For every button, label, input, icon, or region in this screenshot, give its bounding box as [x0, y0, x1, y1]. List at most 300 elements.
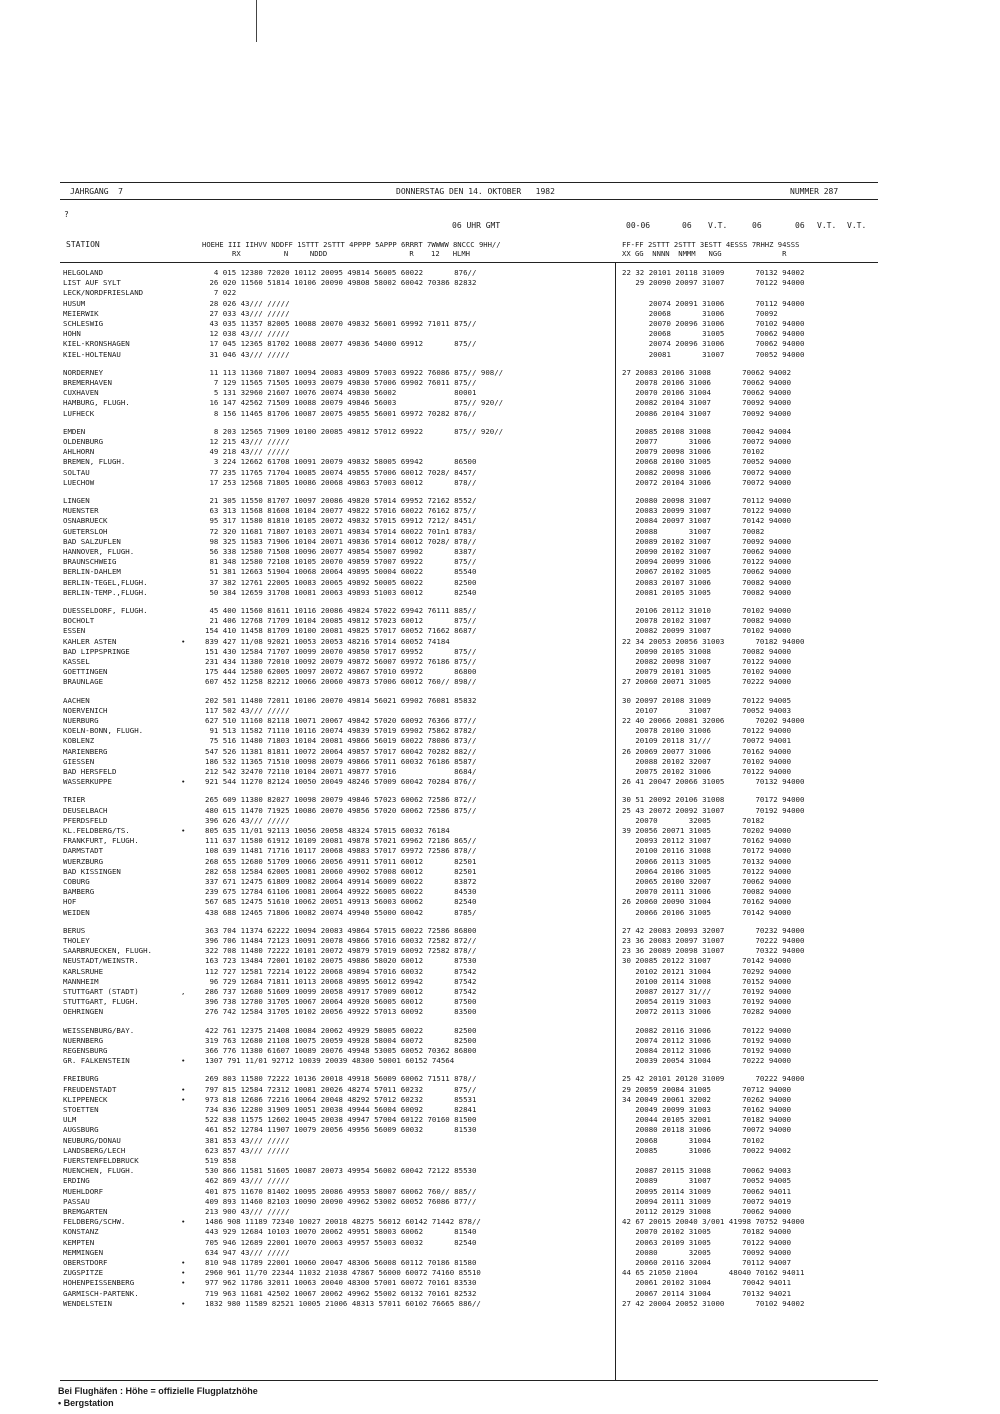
station-name: BAD HERSFELD: [63, 767, 117, 776]
mountain-station-marker: •: [181, 1217, 186, 1227]
extra-code-groups: 20084 20112 31006 70192 94000: [622, 1046, 792, 1055]
table-bottom-rule: [60, 1380, 878, 1381]
codes-heading-1: HOEHE III IIHVV NDDFF 1STTT 2STTT 4PPPP 5APPP 6RRRT 7WWWW 8NCCC 9HH//: [202, 240, 501, 249]
synop-code-groups: 623 857 43/// /////: [205, 1145, 290, 1155]
station-name: NEUBURG/DONAU: [63, 1135, 121, 1145]
synop-code-groups: 31 046 43/// /////: [205, 349, 290, 359]
extra-code-groups: 20078 20100 31006 70122 94000: [622, 726, 792, 736]
station-name: WEIDEN: [63, 907, 90, 917]
extra-code-groups: 20044 20105 32001 70182 94000: [622, 1115, 792, 1125]
station-name: BERLIN-TEMP.,FLUGH.: [63, 587, 148, 597]
extra-code-groups: 20100 20114 31008 70152 94000: [622, 976, 792, 986]
synop-code-groups: 108 639 11481 71716 10117 20068 49883 57017 69972 72586 878//: [205, 846, 477, 856]
station-name: FRANKFURT, FLUGH.: [63, 836, 139, 846]
synop-code-groups: 37 382 12761 22005 10083 20065 49892 50005 60022 82500: [205, 577, 477, 587]
extra-code-groups: 20068 31005 70062 94000: [622, 329, 805, 339]
extra-code-groups: 39 20056 20071 31005 70202 94000: [622, 826, 792, 835]
station-name: GOETTINGEN: [63, 667, 108, 677]
station-name: ERDING: [63, 1176, 90, 1186]
extra-code-groups: 20083 20099 31007 70122 94000: [622, 506, 792, 516]
extra-code-groups: 20094 20099 31006 70122 94000: [622, 557, 792, 567]
synop-code-groups: 276 742 12584 31705 10102 20056 49922 57013 60092 83500: [205, 1007, 477, 1017]
station-name: AACHEN: [63, 695, 90, 705]
station-name: AHLHORN: [63, 447, 95, 457]
synop-code-groups: 396 706 11484 72123 10091 20078 49866 57016 60032 72582 872//: [205, 936, 477, 945]
extra-code-groups: 20089 20102 31007 70092 94000: [622, 536, 792, 546]
synop-code-groups: 409 893 11460 82103 10090 20090 49962 53002 60052 76086 877//: [205, 1196, 477, 1206]
station-name: NORDERNEY: [63, 367, 104, 377]
station-name: NEUSTADT/WEINSTR.: [63, 956, 139, 966]
station-name: THOLEY: [63, 936, 90, 945]
extra-code-groups: 26 20060 20090 31004 70162 94000: [622, 897, 792, 907]
station-name: KAHLER ASTEN: [63, 636, 117, 646]
station-name: BREMERHAVEN: [63, 378, 112, 387]
extra-code-groups: 20067 20102 31005 70062 94000: [622, 567, 792, 577]
extra-code-groups: 26 41 20047 20066 31005 70132 94000: [622, 777, 805, 787]
station-name: STUTTGART (STADT): [63, 987, 139, 996]
station-name: SCHLESWIG: [63, 319, 104, 328]
mountain-station-marker: •: [181, 1084, 186, 1094]
synop-code-groups: 438 688 12465 71806 10082 20074 49940 55000 60042 8785/: [205, 907, 477, 917]
synop-code-groups: 2960 961 11/70 22344 11032 21038 47867 56000 60072 74160 85510: [205, 1268, 481, 1278]
extra-code-groups: 20078 20106 31006 70062 94000: [622, 378, 792, 387]
station-name: KLIPPENECK: [63, 1094, 108, 1104]
synop-code-groups: 286 737 12680 51609 10099 20058 49917 57009 60012 87542: [205, 987, 477, 996]
synop-code-groups: 63 313 11568 81608 10104 20077 49822 57016 60022 76162 875//: [205, 506, 477, 516]
extra-code-groups: 20085 31006 70022 94002: [622, 1145, 792, 1155]
extra-code-groups: 30 20085 20122 31007 70142 94000: [622, 956, 792, 966]
synop-code-groups: 396 738 12780 31705 10067 20064 49920 56005 60012 87500: [205, 997, 477, 1007]
mountain-station-marker: •: [181, 1298, 186, 1308]
extra-code-groups: 20054 20119 31003 70192 94000: [622, 997, 792, 1007]
synop-code-groups: 17 045 12365 81702 10088 20077 49836 54000 69912 875//: [205, 339, 477, 349]
extra-code-groups: 23 36 20083 20097 31007 70222 94000: [622, 936, 805, 945]
station-name: WEISSENBURG/BAY.: [63, 1025, 135, 1035]
footnote-airports: Bei Flughäfen : Höhe = offizielle Flugplatzhöhe: [58, 1386, 258, 1396]
station-name: GR. FALKENSTEIN: [63, 1056, 130, 1066]
synop-code-groups: 268 655 12680 51709 10066 20056 49911 57011 60012 82501: [205, 856, 477, 866]
extra-code-groups: 20082 20098 31006 70072 94000: [622, 467, 792, 477]
synop-code-groups: 56 338 12580 71508 10096 20077 49854 55007 69902 8387/: [205, 547, 477, 556]
station-name: NUERBURG: [63, 716, 99, 725]
time-right-d: 06: [795, 221, 805, 230]
extra-code-groups: 20086 20104 31007 70092 94000: [622, 408, 792, 418]
station-name: BOCHOLT: [63, 616, 95, 626]
mountain-station-marker: ,: [181, 987, 186, 996]
station-name: KOBLENZ: [63, 736, 95, 746]
synop-code-groups: 3 224 12662 61708 10091 20079 49832 58005 69942 86500: [205, 457, 477, 467]
station-name: MANNHEIM: [63, 976, 99, 986]
station-name: COBURG: [63, 877, 90, 886]
extra-code-groups: 20088 31007 70082: [622, 526, 765, 536]
station-name: OSNABRUECK: [63, 516, 108, 526]
mountain-station-marker: •: [181, 1268, 186, 1278]
synop-code-groups: 43 035 11357 82005 10088 20070 49832 56001 69992 71011 875//: [205, 319, 477, 328]
station-name: BERLIN-TEGEL,FLUGH.: [63, 577, 148, 587]
synop-code-groups: 151 430 12584 71707 10099 20070 49850 57017 69952 875//: [205, 646, 477, 656]
extra-code-groups: 20090 20102 31007 70062 94000: [622, 547, 792, 556]
extra-code-groups: 20089 31007 70052 94005: [622, 1176, 792, 1186]
station-name: HUSUM: [63, 298, 86, 308]
station-name: OEHRINGEN: [63, 1007, 104, 1017]
top-rule: [60, 182, 878, 183]
station-name: BREMEN, FLUGH.: [63, 457, 126, 467]
right-heading-1: FF-FF 2STTT 2STTT 3ESTT 4ESSS 7RHHZ 94SSS: [622, 240, 800, 249]
station-name: BERLIN-DAHLEM: [63, 567, 121, 577]
synop-code-groups: 117 502 43/// /////: [205, 705, 290, 715]
extra-code-groups: 20070 20111 31006 70082 94000: [622, 887, 792, 897]
station-name: CUXHAVEN: [63, 388, 99, 398]
extra-code-groups: 20072 20104 31006 70072 94000: [622, 477, 792, 487]
station-name: GIESSEN: [63, 756, 95, 766]
synop-code-groups: 212 542 32470 72110 10104 20071 49877 57016 8684/: [205, 767, 477, 776]
extra-code-groups: 26 20069 20077 31006 70162 94000: [622, 746, 792, 756]
extra-code-groups: 29 20059 20084 31005 70712 94000: [622, 1084, 792, 1094]
synop-code-groups: 28 026 43/// /////: [205, 298, 290, 308]
synop-code-groups: 17 253 12568 71805 10086 20068 49863 57003 60012 878//: [205, 477, 477, 487]
issue-number: NUMMER 287: [790, 187, 839, 196]
station-name: FREIBURG: [63, 1074, 99, 1084]
mountain-station-marker: •: [181, 1094, 186, 1104]
station-name: HOF: [63, 897, 77, 907]
extra-code-groups: 20102 20121 31004 70292 94000: [622, 966, 792, 976]
extra-code-groups: 20066 20106 31005 70142 94000: [622, 907, 792, 917]
station-name: HOHENPEISSENBERG: [63, 1278, 135, 1288]
synop-code-groups: 567 685 12475 51610 10062 20051 49913 56003 60062 82540: [205, 897, 477, 907]
right-heading-2: XX GG NNNN NMMM NGG R: [622, 249, 787, 258]
synop-code-groups: 231 434 11380 72010 10092 20079 49872 56007 69972 76186 875//: [205, 657, 477, 666]
extra-code-groups: 20049 20099 31003 70162 94000: [622, 1105, 792, 1114]
station-name: NUERNBERG: [63, 1035, 104, 1045]
synop-code-groups: 213 900 43/// /////: [205, 1207, 290, 1216]
station-name: GUETERSLOH: [63, 526, 108, 536]
extra-code-groups: 20107 31007 70052 94003: [622, 705, 792, 715]
column-divider: [615, 262, 616, 1380]
mountain-station-marker: •: [181, 1278, 186, 1288]
synop-code-groups: 1307 791 11/01 92712 10039 20039 48300 50001 60152 74564: [205, 1056, 455, 1066]
station-name: ESSEN: [63, 626, 86, 636]
table-top-rule: [60, 262, 878, 263]
extra-code-groups: 20100 20116 31008 70172 94000: [622, 846, 792, 856]
station-name: KARLSRUHE: [63, 966, 104, 976]
station-name: HANNOVER, FLUGH.: [63, 547, 135, 556]
station-name: FUERSTENFELDBRUCK: [63, 1156, 139, 1165]
synop-code-groups: 163 723 13484 72001 10102 20075 49886 58020 60012 87530: [205, 956, 477, 966]
station-name: PASSAU: [63, 1196, 90, 1206]
station-name: LINGEN: [63, 496, 90, 505]
synop-code-groups: 839 427 11/08 92021 10053 20053 48216 57014 60052 74184: [205, 636, 450, 646]
station-name: FELDBERG/SCHW.: [63, 1217, 126, 1227]
synop-code-groups: 154 410 11458 81709 10100 20081 49825 57017 60052 71662 8687/: [205, 626, 477, 636]
extra-code-groups: 20094 20111 31009 70072 94019: [622, 1196, 792, 1206]
extra-code-groups: 20061 20102 31004 70042 94011: [622, 1278, 792, 1288]
date-label: DONNERSTAG DEN 14. OKTOBER 1982: [396, 187, 555, 196]
extra-code-groups: 20084 20097 31007 70142 94000: [622, 516, 792, 526]
synop-code-groups: 461 852 12784 11907 10079 20056 49956 56009 60032 81530: [205, 1125, 477, 1135]
station-name: BRAUNSCHWEIG: [63, 557, 117, 567]
station-name: BAMBERG: [63, 887, 95, 897]
synop-code-groups: 921 544 11270 82124 10050 20049 48246 57009 60042 70284 876//: [205, 777, 477, 787]
extra-code-groups: 20068 31004 70102: [622, 1135, 765, 1145]
station-name: HOHN: [63, 329, 81, 339]
time-left-heading: 06 UHR GMT: [452, 221, 501, 230]
station-name: SAARBRUECKEN, FLUGH.: [63, 946, 152, 956]
station-name: WUERZBURG: [63, 856, 104, 866]
extra-code-groups: 22 34 20053 20056 31003 70182 94000: [622, 636, 805, 646]
extra-code-groups: 20095 20114 31009 70062 94011: [622, 1186, 792, 1196]
station-name: MEMMINGEN: [63, 1247, 104, 1257]
synop-code-groups: 4 015 12380 72020 10112 20095 49814 56005 60022 876//: [205, 268, 477, 277]
extra-code-groups: 20079 20098 31006 70102: [622, 447, 765, 457]
extra-code-groups: 20112 20129 31008 70062 94000: [622, 1207, 792, 1216]
station-name: KASSEL: [63, 657, 90, 666]
extra-code-groups: 20083 20107 31006 70082 94000: [622, 577, 792, 587]
synop-code-groups: 16 147 42562 71509 10088 20079 49846 56003 875// 920//: [205, 398, 504, 408]
page-mark: ?: [64, 210, 69, 219]
synop-code-groups: 81 348 12580 72108 10105 20070 49859 57007 69922 875//: [205, 557, 477, 567]
synop-code-groups: 112 727 12581 72214 10122 20068 49894 57016 60032 87542: [205, 966, 477, 976]
synop-code-groups: 547 526 11381 81811 10072 20064 49857 57017 60042 70282 882//: [205, 746, 477, 756]
extra-code-groups: 20093 20112 31007 70162 94000: [622, 836, 792, 846]
extra-code-groups: 20080 20118 31006 70072 94000: [622, 1125, 792, 1135]
station-name: AUGSBURG: [63, 1125, 99, 1135]
synop-code-groups: 50 384 12659 31708 10081 20063 49893 51003 60012 82540: [205, 587, 477, 597]
extra-code-groups: 20087 20115 31008 70062 94003: [622, 1166, 792, 1176]
station-name: EMDEN: [63, 426, 86, 436]
extra-code-groups: 27 42 20083 20093 32007 70232 94000: [622, 925, 805, 935]
synop-code-groups: 75 516 11480 71803 10104 20081 49866 56019 60022 78086 873//: [205, 736, 477, 746]
header-rule: [60, 199, 878, 200]
time-right-c: 06: [752, 221, 762, 230]
codes-heading-2: RX N NDDD R 12 HLMH: [232, 249, 470, 258]
extra-code-groups: 20068 31006 70092: [622, 308, 778, 318]
station-name: KOELN-BONN, FLUGH.: [63, 726, 144, 736]
time-right-b: 06: [682, 221, 692, 230]
station-name: HELGOLAND: [63, 268, 104, 277]
station-name: REGENSBURG: [63, 1046, 108, 1055]
station-name: NOERVENICH: [63, 705, 108, 715]
synop-code-groups: 8 156 11465 81706 10087 20075 49855 56001 69972 70282 876//: [205, 408, 477, 418]
station-name: WENDELSTEIN: [63, 1298, 112, 1308]
synop-code-groups: 111 637 11580 61912 10109 20081 49878 57021 69962 72186 865//: [205, 836, 477, 846]
station-name: MEIERWIK: [63, 308, 99, 318]
station-name: LANDSBERG/LECH: [63, 1145, 126, 1155]
synop-code-groups: 805 635 11/01 92113 10056 20058 48324 57015 60032 76184: [205, 826, 450, 835]
station-name: STOETTEN: [63, 1105, 99, 1114]
station-name: BAD SALZUFLEN: [63, 536, 121, 546]
station-name: BAD KISSINGEN: [63, 866, 121, 876]
synop-code-groups: 381 853 43/// /////: [205, 1135, 290, 1145]
extra-code-groups: 20085 20108 31008 70042 94004: [622, 426, 792, 436]
station-name: KIEL-KRONSHAGEN: [63, 339, 130, 349]
synop-code-groups: 21 305 11550 81707 10097 20086 49820 57014 69952 72162 8552/: [205, 496, 477, 505]
synop-code-groups: 8 203 12565 71909 10100 20085 49812 57012 69922 875// 920//: [205, 426, 504, 436]
station-name: DEUSELBACH: [63, 805, 108, 815]
station-name: SOLTAU: [63, 467, 90, 477]
extra-code-groups: 20075 20102 31006 70122 94000: [622, 767, 792, 776]
station-name: OBERSTDORF: [63, 1258, 108, 1267]
synop-code-groups: 186 532 11365 71510 10098 20079 49866 57011 60032 76186 8587/: [205, 756, 477, 766]
volume-label: JAHRGANG 7: [70, 187, 123, 196]
extra-code-groups: 34 20049 20061 32002 70262 94000: [622, 1094, 792, 1104]
mountain-station-marker: •: [181, 826, 186, 835]
extra-code-groups: 20106 20112 31010 70102 94000: [622, 606, 792, 615]
mountain-station-marker: •: [181, 636, 186, 646]
extra-code-groups: 20081 31007 70052 94000: [622, 349, 805, 359]
synop-code-groups: 337 671 12475 61809 10082 20064 49914 56009 60022 83872: [205, 877, 477, 886]
station-name: OLDENBURG: [63, 437, 104, 446]
synop-code-groups: 265 609 11380 82027 10098 20079 49846 57023 60062 72586 872//: [205, 795, 477, 805]
synop-code-groups: 26 020 11560 51814 10106 20090 49808 58002 60042 70386 82832: [205, 278, 477, 288]
extra-code-groups: 20078 20102 31007 70082 94000: [622, 616, 792, 626]
synop-code-groups: 27 033 43/// /////: [205, 308, 290, 318]
mountain-station-marker: •: [181, 1056, 186, 1066]
fold-mark: [256, 0, 257, 42]
synop-code-groups: 530 866 11581 51605 10087 20073 49954 56002 60042 72122 85530: [205, 1166, 477, 1176]
synop-code-groups: 12 215 43/// /////: [205, 437, 290, 446]
synop-code-groups: 319 763 12680 21108 10075 20059 49928 58004 60072 82500: [205, 1035, 477, 1045]
station-name: KONSTANZ: [63, 1227, 99, 1237]
synop-code-groups: 422 761 12375 21408 10084 20062 49929 58005 60022 82500: [205, 1025, 477, 1035]
synop-code-groups: 202 501 11480 72011 10106 20070 49814 56021 69902 76081 85832: [205, 695, 477, 705]
station-heading: STATION: [66, 240, 100, 249]
station-name: KIEL-HOLTENAU: [63, 349, 121, 359]
extra-code-groups: 22 40 20066 20081 32006 70202 94000: [622, 716, 805, 725]
extra-code-groups: 20082 20104 31007 70092 94000: [622, 398, 792, 408]
station-name: ZUGSPITZE: [63, 1268, 104, 1278]
synop-code-groups: 363 704 11374 62222 10094 20083 49864 57015 60022 72586 86800: [205, 925, 477, 935]
synop-code-groups: 810 948 11789 22001 10060 20047 48306 56008 60112 70186 81580: [205, 1258, 477, 1267]
station-name: HAMBURG, FLUGH.: [63, 398, 130, 408]
synop-code-groups: 49 218 43/// /////: [205, 447, 290, 457]
synop-code-groups: 322 708 11480 72222 10101 20072 49879 57019 60092 72582 878//: [205, 946, 477, 956]
extra-code-groups: 20082 20116 31006 70122 94000: [622, 1025, 792, 1035]
extra-code-groups: 20070 20096 31006 70102 94000: [622, 319, 805, 328]
extra-code-groups: 20070 20106 31004 70062 94000: [622, 388, 792, 398]
extra-code-groups: 20066 20113 31005 70132 94000: [622, 856, 792, 866]
extra-code-groups: 20090 20105 31008 70082 94000: [622, 646, 792, 656]
extra-code-groups: 30 51 20092 20106 31008 70172 94000: [622, 795, 805, 805]
extra-code-groups: 20081 20105 31005 70082 94000: [622, 587, 792, 597]
extra-code-groups: 20070 20102 31005 70182 94000: [622, 1227, 792, 1237]
synop-code-groups: 462 869 43/// /////: [205, 1176, 290, 1186]
station-name: BAD LIPPSPRINGE: [63, 646, 130, 656]
station-name: FREUDENSTADT: [63, 1084, 117, 1094]
synop-code-groups: 1486 908 11189 72340 10027 20018 48275 56012 60142 71442 878//: [205, 1217, 481, 1227]
extra-code-groups: 20070 32005 70182: [622, 815, 765, 825]
synop-code-groups: 705 946 12689 22001 10070 20063 49957 55003 60032 82540: [205, 1237, 477, 1247]
extra-code-groups: 20068 20100 31005 70052 94000: [622, 457, 792, 467]
synop-code-groups: 797 815 12584 72312 10081 20026 48274 57011 60232 875//: [205, 1084, 477, 1094]
time-right-a: 00-06: [626, 221, 651, 230]
synop-code-groups: 627 510 11160 82118 10071 20067 49842 57020 60092 76366 877//: [205, 716, 477, 725]
synop-code-groups: 443 929 12684 10103 10070 20062 49951 58003 60062 81540: [205, 1227, 477, 1237]
station-name: LUFHECK: [63, 408, 95, 418]
extra-code-groups: 20065 20100 32007 70062 94000: [622, 877, 792, 886]
synop-code-groups: 719 963 11681 42502 10067 20062 49962 55002 60132 70161 82532: [205, 1288, 477, 1298]
extra-code-groups: 20039 20054 31004 70222 94000: [622, 1056, 792, 1066]
extra-code-groups: 20082 20098 31007 70122 94000: [622, 657, 792, 666]
synop-code-groups: 239 675 12784 61106 10081 20064 49922 56005 60022 84530: [205, 887, 477, 897]
station-name: LIST AUF SYLT: [63, 278, 121, 288]
extra-code-groups: 20077 31006 70072 94000: [622, 437, 792, 446]
synop-code-groups: 72 320 11681 71807 10103 20071 49834 57014 60022 701n1 8783/: [205, 526, 477, 536]
station-name: MUENCHEN, FLUGH.: [63, 1166, 135, 1176]
synop-code-groups: 973 818 12686 72216 10064 20048 48292 57012 60232 85531: [205, 1094, 477, 1104]
synop-code-groups: 1832 980 11589 82521 10005 21006 48313 57011 60102 76665 886//: [205, 1298, 481, 1308]
station-name: KL.FELDBERG/TS.: [63, 826, 130, 835]
station-name: STUTTGART, FLUGH.: [63, 997, 139, 1007]
station-name: PFERDSFELD: [63, 815, 108, 825]
extra-code-groups: 20074 20112 31006 70192 94000: [622, 1035, 792, 1045]
synop-code-groups: 366 776 11380 61607 10089 20076 49948 53005 60052 70362 86800: [205, 1046, 477, 1055]
extra-code-groups: 23 36 20089 20098 31007 70322 94000: [622, 946, 805, 956]
extra-code-groups: 20082 20099 31007 70102 94000: [622, 626, 792, 636]
station-name: ULM: [63, 1115, 77, 1125]
extra-code-groups: 20080 20098 31007 70112 94000: [622, 496, 792, 505]
synop-code-groups: 96 729 12684 71811 10113 20068 49895 56012 69942 87542: [205, 976, 477, 986]
extra-code-groups: 25 43 20072 20092 31007 70192 94000: [622, 805, 805, 815]
extra-code-groups: 20087 20127 31/// 70192 94000: [622, 987, 792, 996]
station-name: BRAUNLAGE: [63, 677, 104, 687]
synop-code-groups: 607 452 11258 82212 10066 20060 49873 57006 60012 760// 898//: [205, 677, 477, 687]
extra-code-groups: 20109 20118 31/// 70072 94001: [622, 736, 792, 746]
station-name: MUEHLDORF: [63, 1186, 104, 1196]
synop-code-groups: 11 113 11360 71807 10094 20083 49809 57003 69922 76086 875// 908//: [205, 367, 504, 377]
vt-heading-3: V.T.: [847, 221, 867, 230]
extra-code-groups: 20079 20101 31005 70102 94000: [622, 667, 792, 677]
extra-code-groups: 29 20090 20097 31007 70122 94000: [622, 278, 805, 288]
extra-code-groups: 20074 20091 31006 70112 94000: [622, 298, 805, 308]
synop-code-groups: 77 235 11765 71704 10085 20074 49855 57006 60012 7028/ 8457/: [205, 467, 477, 477]
synop-code-groups: 522 838 11575 12602 10045 20038 49947 57004 60122 70160 81500: [205, 1115, 477, 1125]
mountain-station-marker: •: [181, 1258, 186, 1267]
extra-code-groups: 20063 20109 31005 70122 94000: [622, 1237, 792, 1247]
station-name: DARMSTADT: [63, 846, 104, 856]
extra-code-groups: 27 20060 20071 31005 70222 94000: [622, 677, 792, 687]
synop-code-groups: 519 858: [205, 1156, 237, 1165]
extra-code-groups: 20074 20096 31006 70062 94000: [622, 339, 805, 349]
extra-code-groups: 20067 20114 31004 70132 94021: [622, 1288, 792, 1298]
synop-code-groups: 98 325 11583 71906 10104 20071 49836 57014 60012 7028/ 878//: [205, 536, 477, 546]
synop-code-groups: 51 381 12663 51904 10068 20064 49895 50004 60022 85540: [205, 567, 477, 577]
extra-code-groups: 25 42 20101 20120 31009 70222 94000: [622, 1074, 805, 1084]
extra-code-groups: 27 42 20004 20052 31000 70102 94002: [622, 1298, 805, 1308]
station-name: LECK/NORDFRIESLAND: [63, 288, 144, 298]
station-name: BREMGARTEN: [63, 1207, 108, 1216]
synop-code-groups: 396 626 43/// /////: [205, 815, 290, 825]
footnote-mountain-stations: • Bergstation: [58, 1398, 114, 1408]
station-name: GARMISCH-PARTENK.: [63, 1288, 139, 1298]
synop-code-groups: 7 129 11565 71505 10093 20079 49830 57006 69902 76011 875//: [205, 378, 477, 387]
synop-code-groups: 7 022: [205, 288, 237, 298]
station-name: DUESSELDORF, FLUGH.: [63, 606, 148, 615]
extra-code-groups: 30 20097 20108 31009 70122 94005: [622, 695, 792, 705]
extra-code-groups: 20060 20116 32004 70112 94007: [622, 1258, 792, 1267]
extra-code-groups: 20072 20113 31006 70282 94000: [622, 1007, 792, 1017]
synop-code-groups: 401 875 11670 81402 10095 20086 49953 58007 60062 760// 885//: [205, 1186, 477, 1196]
synop-code-groups: 734 836 12280 31909 10051 20038 49944 56004 60092 82841: [205, 1105, 477, 1114]
synop-code-groups: 21 406 12768 71709 10104 20085 49812 57023 60012 875//: [205, 616, 477, 626]
mountain-station-marker: •: [181, 777, 186, 787]
extra-code-groups: 22 32 20101 20118 31009 70132 94002: [622, 268, 805, 277]
station-name: BERUS: [63, 925, 86, 935]
station-name: WASSERKUPPE: [63, 777, 112, 787]
station-name: MUENSTER: [63, 506, 99, 516]
synop-code-groups: 45 400 11560 81611 10116 20086 49824 57022 69942 76111 885//: [205, 606, 477, 615]
vt-heading-1: V.T.: [708, 221, 728, 230]
synop-code-groups: 269 803 11580 72222 10136 20018 49918 56009 60062 71511 878//: [205, 1074, 477, 1084]
